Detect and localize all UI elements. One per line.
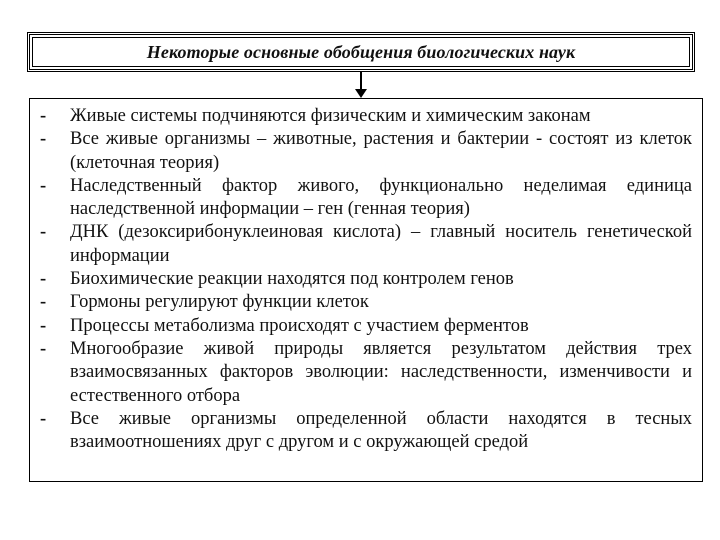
list-item xyxy=(40,268,692,291)
list-item-text: Наследственный фактор живого, функционально неделимая единица наследственной информации – ген (генная теория) xyxy=(70,175,692,220)
page-title: Некоторые основные обобщения биологических наук xyxy=(146,41,576,62)
down-arrow-icon xyxy=(355,72,367,98)
list-item-text: Процессы метаболизма происходят с участием ферментов xyxy=(70,315,529,336)
bullet-dash: - xyxy=(40,269,47,290)
list-item-text: Биохимические реакции находятся под контролем генов xyxy=(70,269,514,290)
list-item xyxy=(40,338,692,408)
list-item xyxy=(40,175,692,222)
bullet-dash: - xyxy=(40,315,47,336)
bullet-dash: - xyxy=(40,175,47,196)
list-item xyxy=(40,408,692,455)
list-item-text: Все живые организмы определенной области находятся в тесных взаимоотношениях друг с другом и с окружающей средой xyxy=(70,408,692,453)
list-item xyxy=(40,315,692,338)
list-item xyxy=(40,105,692,128)
list-item xyxy=(40,291,692,314)
generalizations-list xyxy=(40,105,692,454)
list-item-text: ДНК (дезоксирибонуклеиновая кислота) – главный носитель генетической информации xyxy=(70,222,692,266)
generalizations-box xyxy=(29,98,703,482)
list-item-text: Все живые организмы – животные, растения и бактерии - состоят из клеток (клеточная теория) xyxy=(70,129,692,173)
bullet-dash: - xyxy=(40,338,47,359)
list-item xyxy=(40,128,692,175)
bullet-dash: - xyxy=(40,106,47,126)
bullet-dash: - xyxy=(40,222,47,243)
bullet-dash: - xyxy=(40,292,47,313)
list-item-text: Многообразие живой природы является результатом действия трех взаимосвязанных факторов эволюции: наследственности, изменчивости и естественного отбора xyxy=(70,338,692,406)
title-box xyxy=(27,32,695,72)
list-item-text: Живые системы подчиняются физическим и химическим законам xyxy=(70,106,591,126)
list-item xyxy=(40,221,692,268)
bullet-dash: - xyxy=(40,129,47,150)
bullet-dash: - xyxy=(40,408,47,429)
list-item-text: Гормоны регулируют функции клеток xyxy=(70,292,369,313)
